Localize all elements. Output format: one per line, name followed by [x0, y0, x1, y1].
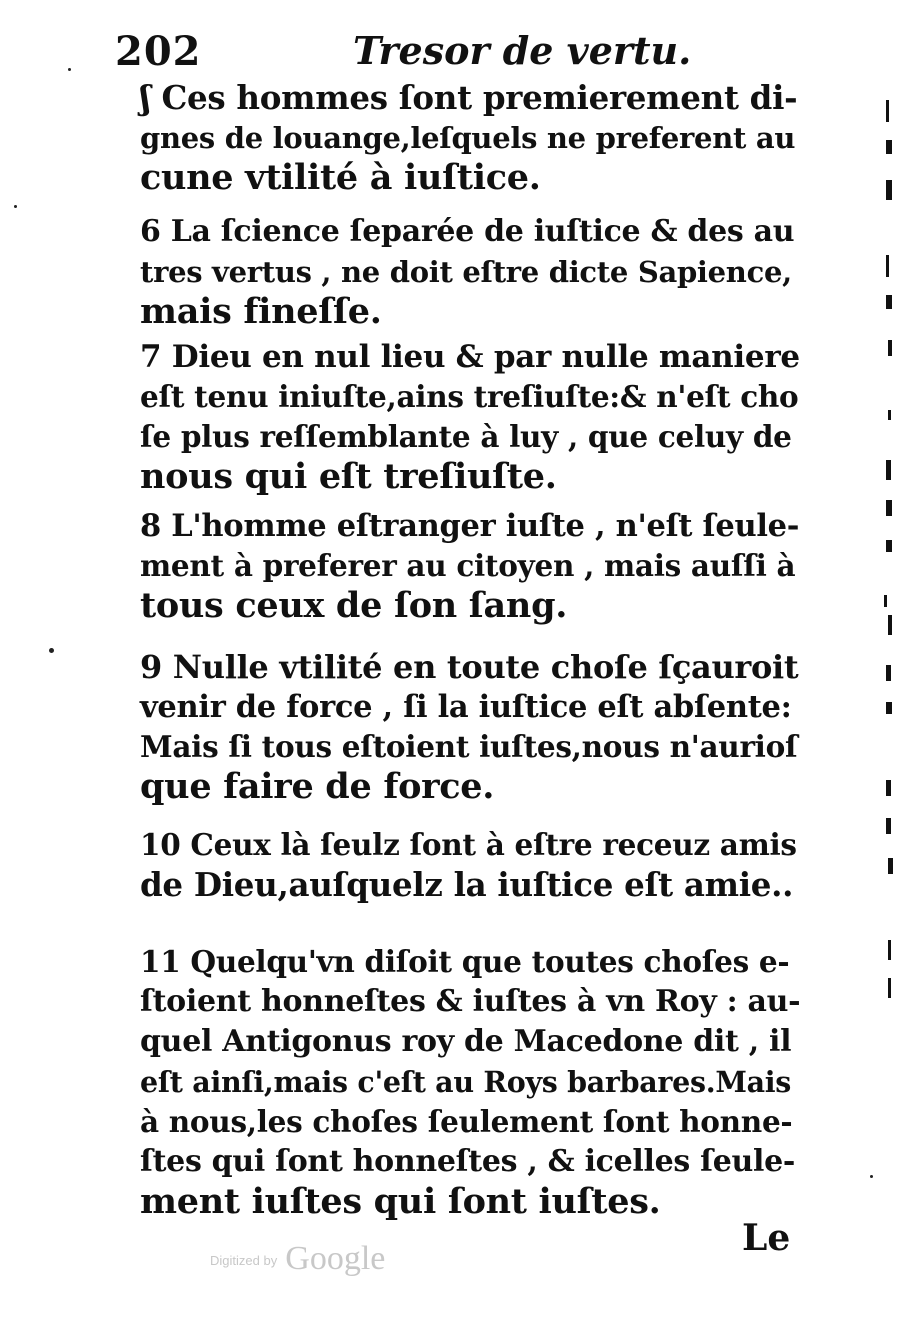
text-line: quel Antigonus roy de Macedone dit , il	[140, 1024, 792, 1059]
text-line: ſtoient honneſtes & iuſtes à vn Roy : au-	[140, 984, 801, 1019]
ink-speck	[68, 68, 71, 71]
paragraph-11	[140, 942, 800, 1222]
paragraph-7	[140, 337, 800, 497]
text-line: 8 L'homme eſtranger iuſte , n'eſt ſeule-	[140, 508, 800, 544]
running-title: Tresor de vertu.	[353, 28, 692, 73]
text-line: venir de force , ſi la iuſtice eſt abſente:	[140, 689, 792, 725]
google-watermark	[210, 1240, 385, 1278]
ink-speck	[14, 205, 17, 208]
watermark-prefix: Digitized by	[210, 1253, 278, 1268]
text-line: eſt tenu iniuſte,ains treſiuſte:& n'eſt cho	[140, 379, 799, 414]
text-line: Mais ſi tous eſtoient iuſtes,nous n'aurioſ	[140, 729, 798, 764]
ink-speck	[870, 1175, 873, 1178]
text-line: ment à preferer au citoyen , mais auſſi à	[140, 548, 796, 583]
paragraph-5	[140, 78, 800, 198]
text-line: 10 Ceux là ſeulz ſont à eſtre receuz amis	[140, 827, 797, 862]
text-line: mais fineſſe.	[140, 291, 382, 332]
paragraph-8	[140, 506, 800, 626]
text-line: tres vertus , ne doit eſtre dicte Sapience,	[140, 255, 792, 289]
text-line: 9 Nulle vtilité en toute choſe ſçauroit	[140, 648, 799, 686]
text-line: 11 Quelqu'vn diſoit que toutes choſes e-	[140, 944, 790, 979]
text-line: 6 La ſcience ſeparée de iuſtice & des au	[140, 214, 795, 249]
text-line: à nous,les choſes ſeulement ſont honne-	[140, 1104, 793, 1139]
text-line: ʃ Ces hommes ſont premierement di-	[140, 78, 798, 117]
paragraph-6	[140, 212, 800, 332]
paragraph-10	[140, 825, 800, 905]
google-logo: Google	[285, 1240, 386, 1277]
catchword: Le	[742, 1217, 791, 1259]
text-line: tous ceux de ſon ſang.	[140, 585, 568, 626]
ink-speck	[49, 648, 54, 653]
text-line: ſtes qui ſont honneſtes , & icelles ſeule-	[140, 1144, 796, 1179]
page-header	[0, 28, 899, 78]
text-line: de Dieu,auſquelz la iuſtice eſt amie..	[140, 865, 794, 904]
text-line: 7 Dieu en nul lieu & par nulle maniere	[140, 339, 800, 375]
text-line: gnes de louange,leſquels ne preferent au	[140, 121, 796, 155]
text-line: ment iuſtes qui ſont iuſtes.	[140, 1181, 661, 1222]
text-line: nous qui eſt treſiuſte.	[140, 456, 557, 497]
text-line: eſt ainſi,mais c'eſt au Roys barbares.Mais	[140, 1065, 792, 1099]
facing-page-bleed-through	[876, 90, 899, 1090]
text-line: ſe plus reſſemblante à luy , que celuy de	[140, 419, 792, 454]
page-number: 202	[115, 28, 202, 75]
paragraph-9	[140, 647, 800, 807]
text-line: cune vtilité à iuſtice.	[140, 157, 541, 198]
text-line: que faire de force.	[140, 766, 495, 807]
